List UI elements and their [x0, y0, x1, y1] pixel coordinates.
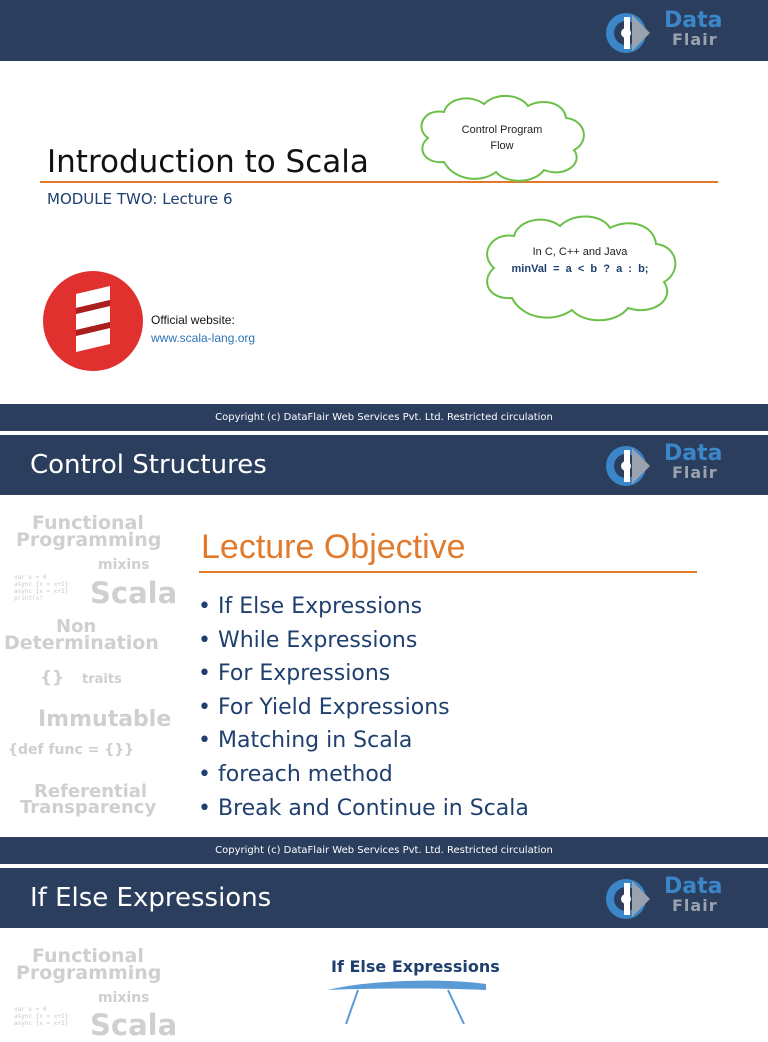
slide3-header-title: If Else Expressions	[30, 883, 272, 913]
wordcloud-mixins: mixins	[98, 557, 150, 573]
diagram-branch-shape	[326, 976, 490, 1024]
dataflair-logo-icon	[604, 877, 662, 921]
logo-word-data: Data	[664, 874, 723, 899]
wordcloud-code-line: print(x)	[14, 595, 43, 602]
cloud2-line1: In C, C++ and Java	[532, 246, 628, 258]
wordcloud-mixins: mixins	[98, 990, 150, 1006]
diagram-title: If Else Expressions	[331, 957, 500, 976]
wordcloud-code-line: async {x = x+2}	[14, 588, 69, 595]
objective-item: • While Expressions	[198, 624, 529, 658]
objective-item: • Matching in Scala	[198, 724, 529, 758]
wordcloud-determination: Determination	[4, 632, 159, 654]
wordcloud-programming: Programming	[16, 962, 162, 984]
wordcloud-code-line: async {x = x+2}	[14, 1020, 69, 1027]
objective-item: • Break and Continue in Scala	[198, 792, 529, 826]
objective-list	[198, 590, 529, 825]
wordcloud-scala: Scala	[90, 1008, 178, 1042]
cloud1-line2: Flow	[490, 140, 514, 152]
dataflair-logo-icon	[604, 444, 662, 488]
slide2-title-underline	[199, 571, 697, 573]
slide1-header-bar	[0, 0, 768, 61]
slide1-title-underline	[40, 181, 718, 183]
wordcloud-referential: Referential	[34, 781, 148, 802]
objective-item: • foreach method	[198, 758, 529, 792]
wordcloud-non: Non	[56, 616, 97, 637]
wordcloud-code-line: var x = 0	[14, 574, 47, 581]
wordcloud-functional: Functional	[32, 945, 144, 967]
wordcloud-code-line: async {x = x+1}	[14, 1013, 69, 1020]
wordcloud-programming: Programming	[16, 529, 162, 551]
cloud2-code: minVal = a < b ? a : b;	[511, 263, 649, 275]
dataflair-logo-icon	[604, 11, 662, 55]
logo-word-flair: Flair	[672, 463, 718, 482]
wordcloud-functional: Functional	[32, 512, 144, 534]
logo-word-flair: Flair	[672, 30, 718, 49]
slide2-title: Lecture Objective	[201, 528, 466, 566]
slide2-header-bar	[0, 435, 768, 495]
slide2-header-title: Control Structures	[30, 450, 267, 480]
wordcloud-traits: traits	[82, 672, 122, 687]
slide3-header-bar	[0, 868, 768, 928]
slide1-title: Introduction to Scala	[47, 144, 369, 180]
logo-word-flair: Flair	[672, 896, 718, 915]
logo-word-data: Data	[664, 441, 723, 466]
website-link[interactable]: www.scala-lang.org	[151, 331, 256, 345]
wordcloud-immutable: Immutable	[38, 707, 172, 732]
website-label: Official website:	[151, 313, 235, 327]
scala-logo-icon	[42, 270, 144, 372]
dataflair-logo	[604, 875, 728, 921]
wordcloud-braces: {}	[40, 668, 65, 688]
objective-item: • For Expressions	[198, 657, 529, 691]
logo-word-data: Data	[664, 8, 723, 33]
cloud1-line1: Control Program	[461, 124, 543, 136]
wordcloud-transparency: Transparency	[20, 797, 157, 818]
slide1-footer: Copyright (c) DataFlair Web Services Pvt. Ltd. Restricted circulation	[0, 404, 768, 431]
objective-item: • For Yield Expressions	[198, 691, 529, 725]
wordcloud-deffunc: {def func = {}}	[8, 742, 135, 758]
dataflair-logo	[604, 9, 728, 55]
dataflair-logo	[604, 442, 728, 488]
wordcloud-scala: Scala	[90, 576, 178, 610]
wordcloud-code-line: async {x = x+1}	[14, 581, 69, 588]
slide1-subtitle: MODULE TWO: Lecture 6	[47, 190, 233, 208]
objective-item: • If Else Expressions	[198, 590, 529, 624]
slide2-footer: Copyright (c) DataFlair Web Services Pvt. Ltd. Restricted circulation	[0, 837, 768, 864]
wordcloud-code-line: var x = 0	[14, 1006, 47, 1013]
